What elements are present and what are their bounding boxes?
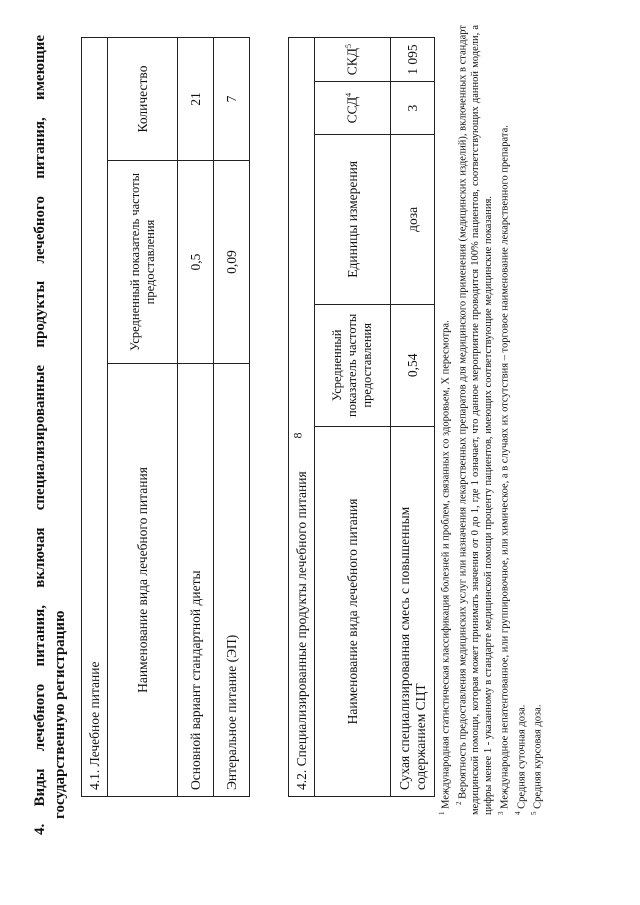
table-row	[214, 38, 250, 797]
table1-cell: 0,5	[178, 161, 214, 364]
table2-header-unit: Единицы измерения	[315, 134, 391, 304]
table1-header-frequency: Усредненный показатель частоты предоставления	[108, 161, 178, 364]
table-row	[391, 38, 435, 797]
footnote: $^1$ Международная статистическая классификация болезней и проблем, связанных со здоровьем, X пересмотра.	[438, 320, 452, 815]
table1-caption: 4.1. Лечебное питание	[82, 38, 108, 797]
table2-header-frequency: Усредненный показатель частоты предоставления	[315, 304, 391, 426]
footnotes	[436, 25, 545, 815]
page-number: 8	[290, 432, 305, 439]
table2-header-skd: СКД$^5$	[315, 38, 391, 82]
table-specialized-products	[288, 37, 435, 797]
table1-cell: 0,09	[214, 161, 250, 364]
footnote: $^2$ Вероятность предоставления медицинских услуг или назначения лекарственных препаратов для медицинского применения (медицинских изделий), включенных в стандарт медицинской помощи, которая может принимать значения от 0 до 1, где 1 означает, что данное мероприятие проводится 100% пациентов, соответствующих данной модели, а цифры менее 1 - указанному в стандарте медицинской помощи проценту пациентов, имеющих соответствующие медицинские показания.	[454, 25, 494, 815]
section-heading	[30, 35, 70, 835]
footnote: $^5$ Средняя курсовая доза.	[530, 704, 544, 815]
table-row	[178, 38, 214, 797]
table1-header-quantity: Количество	[108, 38, 178, 161]
table2-caption: 4.2. Специализированные продукты лечебного питания	[289, 38, 315, 797]
table2-cell: 3	[391, 82, 435, 135]
table2-cell: 1 095	[391, 38, 435, 82]
table-therapeutic-nutrition	[81, 37, 250, 797]
table2-cell: Сухая специализированная смесь с повышенным содержанием СЦТ	[391, 426, 435, 796]
footnote: $^4$ Средняя суточная доза.	[513, 704, 527, 815]
footnote: $^3$ Международное непатентованное, или группировочное, или химическое, а в случаях их отсутствия – торговое наименование лекарственного препарата.	[497, 125, 511, 815]
table1-cell: Основной вариант стандартной диеты	[178, 364, 214, 797]
table2-cell: доза	[391, 134, 435, 304]
section-heading-line1: 4. Виды лечебного питания, включая специализированные продукты лечебного питания, имеющие	[32, 35, 48, 835]
table1-cell: 21	[178, 38, 214, 161]
section-heading-line2: государственную регистрацию	[52, 610, 68, 819]
table1-cell: 7	[214, 38, 250, 161]
table1-cell: Энтеральное питание (ЭП)	[214, 364, 250, 797]
table2-header-ssd: ССД$^4$	[315, 82, 391, 135]
table1-header-name: Наименование вида лечебного питания	[108, 364, 178, 797]
table2-cell: 0,54	[391, 304, 435, 426]
table2-header-name: Наименование вида лечебного питания	[315, 426, 391, 796]
